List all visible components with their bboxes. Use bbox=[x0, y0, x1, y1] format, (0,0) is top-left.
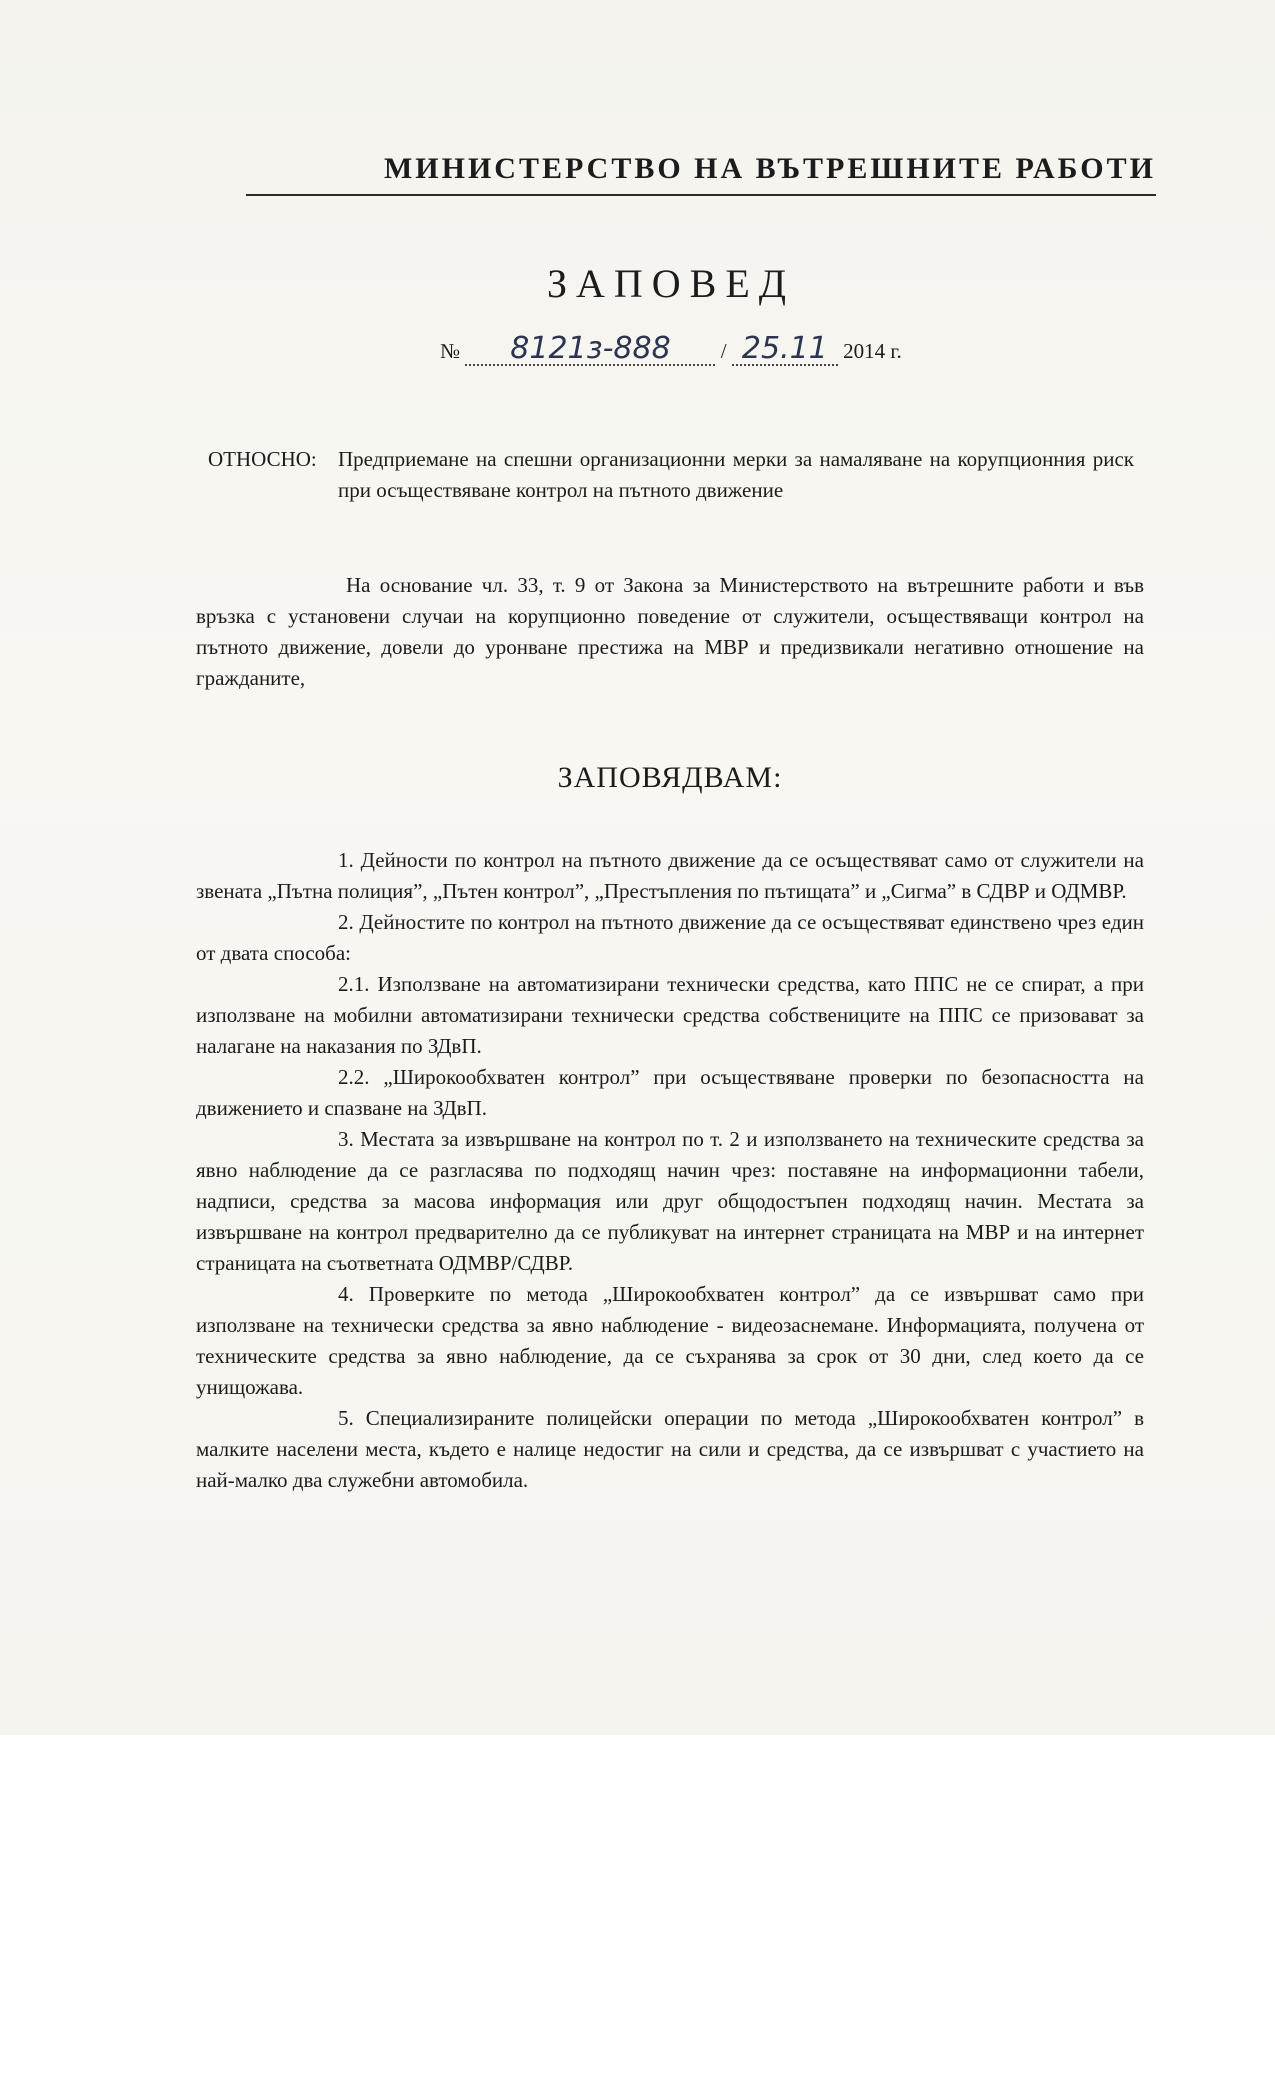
point-2: 2. Дейностите по контрол на пътното движение да се осъществяват единствено чрез един от двата способа: bbox=[196, 910, 1144, 965]
order-year: 2014 г. bbox=[843, 339, 902, 363]
point-2-2: 2.2. „Широкообхватен контрол” при осъществяване проверки по безопасността на движението и спазване на ЗДвП. bbox=[196, 1065, 1144, 1120]
point-4: 4. Проверките по метода „Широкообхватен контрол” да се извършват само при използване на технически средства за явно наблюдение - видеозаснемане. Информацията, получена от техническите средства за явно наблюдение, да се съхранява за срок от 30 дни, след което да се унищожава. bbox=[196, 1282, 1144, 1399]
point-3: 3. Местата за извършване на контрол по т. 2 и използването на техническите средства за явно наблюдение да се разгласява по подходящ начин чрез: поставяне на информационни табели, надписи, средства за масова информация или друг общодостъпен подходящ начин. Местата за извършване на контрол предварително да се публикуват на интернет страницата на МВР и на интернет страницата на съответната ОДМВР/СДВР. bbox=[196, 1127, 1144, 1275]
order-number-line bbox=[196, 333, 1146, 367]
order-points bbox=[196, 845, 1144, 1496]
blank-margin bbox=[0, 1735, 1275, 2100]
handwritten-order-date: 25.11 bbox=[732, 333, 838, 366]
separator: / bbox=[720, 339, 727, 363]
point-5: 5. Специализираните полицейски операции по метода „Широкообхватен контрол” в малките населени места, където е налице недостиг на сили и средства, да се извършват с участието на най-малко два служебни автомобила. bbox=[196, 1406, 1144, 1492]
ministry-header: МИНИСТЕРСТВО НА ВЪТРЕШНИТЕ РАБОТИ bbox=[246, 150, 1156, 196]
subject-label: ОТНОСНО: bbox=[208, 447, 317, 471]
number-prefix: № bbox=[440, 339, 461, 363]
subject-block bbox=[208, 444, 1144, 506]
command-heading: ЗАПОВЯДВАМ: bbox=[557, 761, 783, 794]
point-2-1: 2.1. Използване на автоматизирани технически средства, като ППС не се спират, а при използване на мобилни автоматизирани технически средства собствениците на ППС се призовават за налагане на наказания по ЗДвП. bbox=[196, 972, 1144, 1058]
document-title: ЗАПОВЕД bbox=[546, 261, 796, 306]
legal-basis-paragraph: На основание чл. 33, т. 9 от Закона за Министерството на вътрешните работи и във връзка с установени случаи на корупционно поведение от служители, осъществяващи контрол на пътното движение, довели до уронване престижа на МВР и предизвикали негативно отношение на гражданите, bbox=[196, 573, 1144, 690]
subject-text: Предприемане на спешни организационни мерки за намаляване на корупционния риск при осъществяване контрол на пътното движение bbox=[338, 447, 1134, 502]
handwritten-order-number: 8121з-888 bbox=[465, 333, 715, 366]
point-1: 1. Дейности по контрол на пътното движение да се осъществяват само от служители на звената „Пътна полиция”, „Пътен контрол”, „Престъпления по пътищата” и „Сигма” в СДВР и ОДМВР. bbox=[196, 848, 1144, 903]
